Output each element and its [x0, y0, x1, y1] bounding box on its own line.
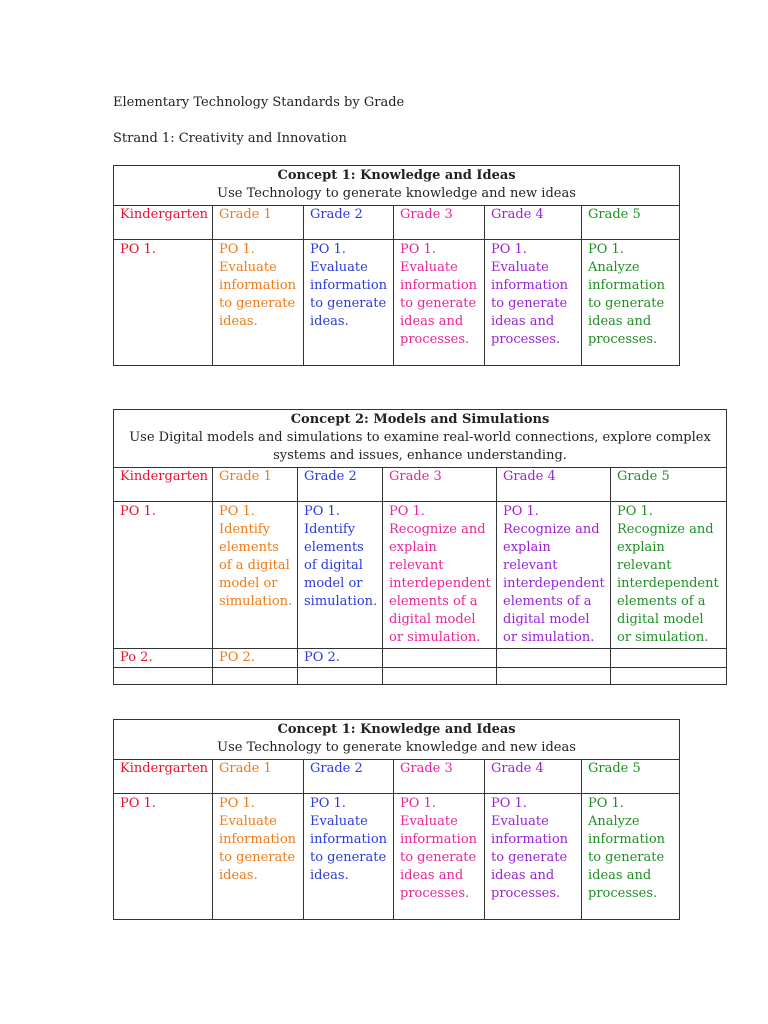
grade-header-grade3: Grade 3: [383, 468, 497, 502]
strand-heading: Strand 1: Creativity and Innovation: [113, 131, 347, 146]
po1-grade4: PO 1. Evaluate information to generate ideas and processes.: [485, 794, 582, 920]
concept-subtitle: Use Technology to generate knowledge and new ideas: [217, 186, 576, 201]
po1-grade4: PO 1. Evaluate information to generate ideas and processes.: [485, 240, 582, 366]
grade-header-grade3: Grade 3: [394, 760, 485, 794]
concept1-table: [113, 165, 680, 366]
po1-grade5: PO 1. Analyze information to generate ideas and processes.: [582, 794, 680, 920]
po1-grade1: PO 1. Evaluate information to generate ideas.: [213, 240, 304, 366]
concept-title: Concept 2: Models and Simulations: [290, 412, 550, 427]
po1-grade3: PO 1. Evaluate information to generate ideas and processes.: [394, 794, 485, 920]
concept-title: Concept 1: Knowledge and Ideas: [277, 722, 516, 737]
po2-kindergarten: Po 2.: [114, 649, 213, 668]
grade-header-kindergarten: Kindergarten: [114, 468, 213, 502]
po1-grade1: PO 1. Identify elements of a digital model or simulation.: [213, 502, 298, 649]
po1-grade2: PO 1. Identify elements of digital model or simulation.: [298, 502, 383, 649]
grade-header-grade3: Grade 3: [394, 206, 485, 240]
po1-kindergarten: PO 1.: [114, 502, 213, 649]
po2-grade5: [611, 649, 727, 668]
po2-grade3: [383, 649, 497, 668]
grade-header-grade5: Grade 5: [611, 468, 727, 502]
po1-grade4: PO 1. Recognize and explain relevant interdependent elements of a digital model or simulation.: [497, 502, 611, 649]
empty-cell: [114, 668, 213, 685]
grade-header-kindergarten: Kindergarten: [114, 206, 213, 240]
grade-header-grade2: Grade 2: [304, 760, 394, 794]
concept-header: [114, 720, 680, 760]
po2-grade4: [497, 649, 611, 668]
concept-subtitle: Use Digital models and simulations to examine real-world connections, explore complex systems and issues, enhance understanding.: [129, 430, 711, 463]
grade-header-grade2: Grade 2: [304, 206, 394, 240]
po1-kindergarten: PO 1.: [114, 794, 213, 920]
grade-header-grade1: Grade 1: [213, 760, 304, 794]
po1-grade2: PO 1. Evaluate information to generate ideas.: [304, 240, 394, 366]
po1-grade2: PO 1. Evaluate information to generate ideas.: [304, 794, 394, 920]
grade-header-grade2: Grade 2: [298, 468, 383, 502]
concept1-table-repeat: [113, 719, 680, 920]
po1-grade5: PO 1. Recognize and explain relevant interdependent elements of a digital model or simulation.: [611, 502, 727, 649]
po1-grade5: PO 1. Analyze information to generate ideas and processes.: [582, 240, 680, 366]
empty-cell: [213, 668, 298, 685]
po2-grade1: PO 2.: [213, 649, 298, 668]
grade-header-grade5: Grade 5: [582, 760, 680, 794]
grade-header-grade4: Grade 4: [497, 468, 611, 502]
empty-cell: [497, 668, 611, 685]
empty-cell: [298, 668, 383, 685]
concept-title: Concept 1: Knowledge and Ideas: [277, 168, 516, 183]
po1-grade1: PO 1. Evaluate information to generate ideas.: [213, 794, 304, 920]
document-title: Elementary Technology Standards by Grade: [113, 95, 405, 110]
grade-header-grade4: Grade 4: [485, 760, 582, 794]
empty-cell: [611, 668, 727, 685]
concept-header: [114, 166, 680, 206]
concept-header: [114, 410, 727, 468]
po2-grade2: PO 2.: [298, 649, 383, 668]
po1-grade3: PO 1. Recognize and explain relevant interdependent elements of a digital model or simulation.: [383, 502, 497, 649]
grade-header-grade5: Grade 5: [582, 206, 680, 240]
concept-subtitle: Use Technology to generate knowledge and new ideas: [217, 740, 576, 755]
empty-cell: [383, 668, 497, 685]
grade-header-grade4: Grade 4: [485, 206, 582, 240]
grade-header-grade1: Grade 1: [213, 468, 298, 502]
po1-grade3: PO 1. Evaluate information to generate ideas and processes.: [394, 240, 485, 366]
po1-kindergarten: PO 1.: [114, 240, 213, 366]
concept2-table: [113, 409, 727, 685]
grade-header-kindergarten: Kindergarten: [114, 760, 213, 794]
grade-header-grade1: Grade 1: [213, 206, 304, 240]
